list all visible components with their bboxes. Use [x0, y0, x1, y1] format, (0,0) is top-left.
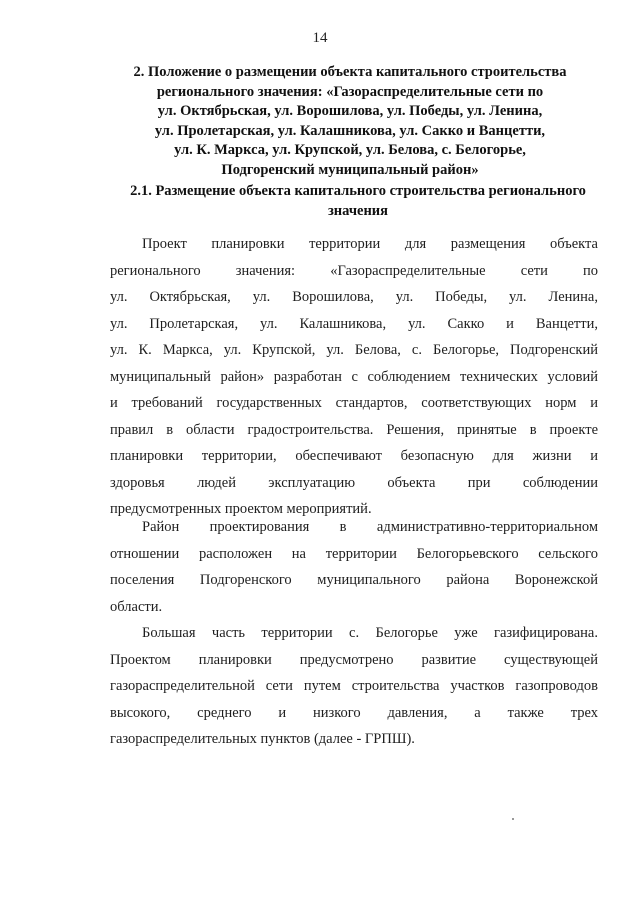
- paragraph-gasification: [110, 620, 598, 753]
- section-heading-line: регионального значения: «Газораспределительные сети по: [156, 83, 544, 100]
- paragraph-line: газораспределительных пунктов (далее - ГРПШ).: [110, 731, 415, 747]
- section-heading: [100, 63, 600, 180]
- paragraph-location: [110, 514, 598, 620]
- paragraph-line: ул. К. Маркса, ул. Крупской, ул. Белова, с. Белогорье, Подгоренский: [110, 342, 598, 358]
- scan-artifact-dot: [512, 818, 514, 820]
- paragraph-line: Проектом планировки предусмотрено развитие существующей: [110, 651, 598, 668]
- paragraph-line: поселения Подгоренского муниципального района Воронежской: [110, 572, 598, 588]
- paragraph-line: и требований государственных стандартов, соответствующих норм и: [110, 395, 598, 411]
- paragraph-line: планировки территории, обеспечивают безопасную для жизни и: [110, 448, 598, 464]
- paragraph-line: Район проектирования в административно-территориальном: [142, 519, 598, 535]
- paragraph-line: Проект планировки территории для размещения объекта: [142, 236, 598, 252]
- paragraph-line: правил в области градостроительства. Решения, принятые в проекте: [110, 421, 598, 438]
- section-heading-line: ул. Октябрьская, ул. Ворошилова, ул. Победы, ул. Ленина,: [157, 103, 543, 119]
- subsection-heading: [108, 182, 608, 221]
- section-heading-line: ул. К. Маркса, ул. Крупской, ул. Белова, с. Белогорье,: [174, 142, 526, 158]
- paragraph-line: муниципальный район» разработан с соблюдением технических условий: [110, 368, 598, 385]
- paragraph-line: ул. Октябрьская, ул. Ворошилова, ул. Победы, ул. Ленина,: [110, 289, 598, 305]
- paragraph-line: области.: [110, 598, 163, 615]
- paragraph-line: предусмотренных проектом мероприятий.: [110, 501, 372, 517]
- section-heading-line: ул. Пролетарская, ул. Калашникова, ул. Сакко и Ванцетти,: [154, 122, 546, 139]
- paragraph-line: отношении расположен на территории Белогорьевского сельского: [110, 545, 598, 562]
- subsection-heading-line: 2.1. Размещение объекта капитального строительства регионального: [130, 183, 586, 199]
- paragraph-line: здоровья людей эксплуатацию объекта при соблюдении: [110, 474, 598, 491]
- paragraph-line: Большая часть территории с. Белогорье уже газифицирована.: [142, 625, 598, 641]
- section-heading-line: 2. Положение о размещении объекта капитального строительства: [133, 64, 567, 80]
- paragraph-line: газораспределительной сети путем строительства участков газопроводов: [110, 678, 598, 694]
- paragraph-project-description: [110, 231, 598, 523]
- subsection-heading-line: значения: [327, 202, 389, 219]
- section-heading-line: Подгоренский муниципальный район»: [221, 161, 479, 178]
- page-number: 14: [312, 30, 328, 46]
- paragraph-line: ул. Пролетарская, ул. Калашникова, ул. Сакко и Ванцетти,: [110, 315, 598, 332]
- paragraph-line: регионального значения: «Газораспределительные сети по: [110, 262, 598, 279]
- paragraph-line: высокого, среднего и низкого давления, а также трех: [110, 704, 598, 721]
